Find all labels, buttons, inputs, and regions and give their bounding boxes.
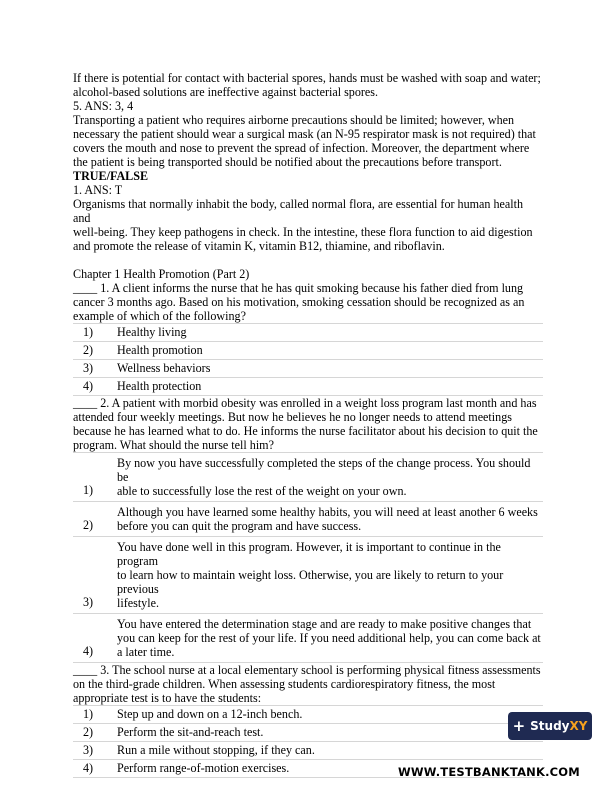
answer-label: 5. ANS: 3, 4	[73, 99, 134, 113]
question-text: attended four weekly meetings. But now he believes he no longer needs to attend meetings	[73, 410, 512, 424]
question-text: 3. The school nurse at a local elementary school is performing physical fitness assessments	[97, 663, 541, 677]
option-text-cell	[117, 324, 543, 342]
question-text: 1. A client informs the nurse that he has quit smoking because his father died from lung	[97, 281, 524, 295]
question-list	[73, 281, 543, 778]
question-stem-line	[73, 295, 543, 309]
question-stem	[73, 396, 543, 410]
rationale-line: the patient is being transported should be notified about the precautions before transport.	[73, 155, 502, 169]
option-text-line: By now you have successfully completed the steps of the change process. You should be	[117, 456, 531, 484]
question-text: example of which of the following?	[73, 309, 246, 323]
rationale-line: If there is potential for contact with bacterial spores, hands must be washed with soap and water;	[73, 71, 541, 85]
option-text-cell	[117, 378, 543, 396]
option-text-cell	[117, 614, 543, 663]
question-text: cancer 3 months ago. Based on his motivation, smoking cessation should be recognized as an	[73, 295, 525, 309]
badge-study-label: Study	[530, 719, 570, 733]
answer-blank: ____	[73, 663, 98, 677]
question-stem-line	[73, 309, 543, 323]
option-text-line: Perform the sit-and-reach test.	[117, 725, 264, 739]
option-text-line: Healthy living	[117, 325, 187, 339]
option-text-cell	[117, 342, 543, 360]
option-number-cell	[73, 724, 117, 742]
option-number-cell	[73, 360, 117, 378]
option-number-cell	[73, 324, 117, 342]
option-text-line: you can keep for the rest of your life. If you need additional help, you can come back at	[117, 631, 541, 645]
option-text-line: Although you have learned some healthy habits, you will need at least another 6 weeks	[117, 505, 538, 519]
option-number: 2)	[83, 518, 94, 532]
option-text-cell	[117, 502, 543, 537]
option-text-line: before you can quit the program and have success.	[117, 519, 362, 533]
question-stem-line	[73, 410, 543, 424]
spacer	[73, 253, 543, 267]
option-text-line: You have entered the determination stage and are ready to make positive changes that	[117, 617, 532, 631]
option-text-line: able to successfully lose the rest of the weight on your own.	[117, 484, 407, 498]
option-text-line: You have done well in this program. However, it is important to continue in the program	[117, 540, 501, 568]
options-table	[73, 323, 543, 396]
option-number-cell	[73, 742, 117, 760]
answer-blank: ____	[73, 281, 98, 295]
rationale-line: covers the mouth and nose to prevent the spread of infection. Moreover, the department where	[73, 141, 530, 155]
option-number-cell	[73, 453, 117, 502]
option-text-cell	[117, 453, 543, 502]
option-number-cell	[73, 760, 117, 778]
answer-blank: ____	[73, 396, 98, 410]
option-number: 4)	[83, 761, 94, 775]
option-text-line: to learn how to maintain weight loss. Otherwise, you are likely to return to your previous	[117, 568, 504, 596]
option-text-line: Health protection	[117, 379, 202, 393]
option-number: 4)	[83, 379, 94, 393]
question-block	[73, 281, 543, 396]
question-stem-line	[73, 691, 543, 705]
option-number-cell	[73, 378, 117, 396]
option-text-line: lifestyle.	[117, 596, 159, 610]
option-text-line: Perform range-of-motion exercises.	[117, 761, 290, 775]
option-text-cell	[117, 360, 543, 378]
question-stem	[73, 663, 543, 677]
option-row[interactable]	[73, 378, 543, 396]
option-row[interactable]	[73, 724, 543, 742]
option-number-cell	[73, 502, 117, 537]
option-text-line: Health promotion	[117, 343, 203, 357]
option-text-line: Run a mile without stopping, if they can.	[117, 743, 315, 757]
option-row[interactable]	[73, 537, 543, 614]
option-row[interactable]	[73, 502, 543, 537]
rationale-line: Organisms that normally inhabit the body, called normal flora, are essential for human health and	[73, 197, 524, 225]
document-page	[73, 71, 543, 778]
section-heading-true-false: TRUE/FALSE	[73, 169, 149, 183]
rationale-line: Transporting a patient who requires airborne precautions should be limited; however, when	[73, 113, 515, 127]
question-text: appropriate test is to have the students:	[73, 691, 262, 705]
option-number: 1)	[83, 483, 94, 497]
option-row[interactable]	[73, 324, 543, 342]
option-number: 2)	[83, 343, 94, 357]
options-table	[73, 452, 543, 663]
option-number: 3)	[83, 361, 94, 375]
answer-label: 1. ANS: T	[73, 183, 123, 197]
rationale-line: alcohol-based solutions are ineffective against bacterial spores.	[73, 85, 379, 99]
option-text-cell	[117, 706, 543, 724]
option-number: 1)	[83, 325, 94, 339]
option-number: 3)	[83, 743, 94, 757]
question-block	[73, 663, 543, 778]
rationale-line: well-being. They keep pathogens in check. In the intestine, these flora function to aid digestion	[73, 225, 533, 239]
question-stem-line	[73, 424, 543, 438]
question-stem-line	[73, 438, 543, 452]
plus-icon: +	[512, 717, 526, 735]
option-text-line: Step up and down on a 12-inch bench.	[117, 707, 303, 721]
question-text: on the third-grade children. When assessing students cardiorespiratory fitness, the most	[73, 677, 496, 691]
option-text-cell	[117, 724, 543, 742]
option-row[interactable]	[73, 342, 543, 360]
question-stem	[73, 281, 543, 295]
option-number: 1)	[83, 707, 94, 721]
question-text: program. What should the nurse tell him?	[73, 438, 274, 452]
question-text: because he has learned what to do. He informs the nurse facilitator about his decision to quit the	[73, 424, 538, 438]
option-number-cell	[73, 537, 117, 614]
option-number: 3)	[83, 595, 94, 609]
question-block	[73, 396, 543, 663]
option-row[interactable]	[73, 453, 543, 502]
option-number-cell	[73, 342, 117, 360]
option-text-line: a later time.	[117, 645, 175, 659]
footer-url[interactable]: WWW.TESTBANKTANK.COM	[398, 765, 580, 779]
option-number-cell	[73, 614, 117, 663]
rationale-line: and promote the release of vitamin K, vitamin B12, thiamine, and riboflavin.	[73, 239, 445, 253]
option-text-line: Wellness behaviors	[117, 361, 211, 375]
option-row[interactable]	[73, 360, 543, 378]
chapter-title: Chapter 1 Health Promotion (Part 2)	[73, 267, 250, 281]
answer-rationale-section	[73, 71, 543, 253]
option-row[interactable]	[73, 742, 543, 760]
option-number: 4)	[83, 644, 94, 658]
question-text: 2. A patient with morbid obesity was enrolled in a weight loss program last month and has	[97, 396, 537, 410]
option-number: 2)	[83, 725, 94, 739]
option-row[interactable]	[73, 614, 543, 663]
rationale-line: necessary the patient should wear a surgical mask (an N-95 respirator mask is not required) that	[73, 127, 536, 141]
question-stem-line	[73, 677, 543, 691]
option-text-cell	[117, 537, 543, 614]
option-row[interactable]	[73, 706, 543, 724]
option-text-cell	[117, 742, 543, 760]
badge-xy-label: XY	[569, 719, 588, 733]
studyxy-badge[interactable]	[508, 712, 592, 740]
option-number-cell	[73, 706, 117, 724]
